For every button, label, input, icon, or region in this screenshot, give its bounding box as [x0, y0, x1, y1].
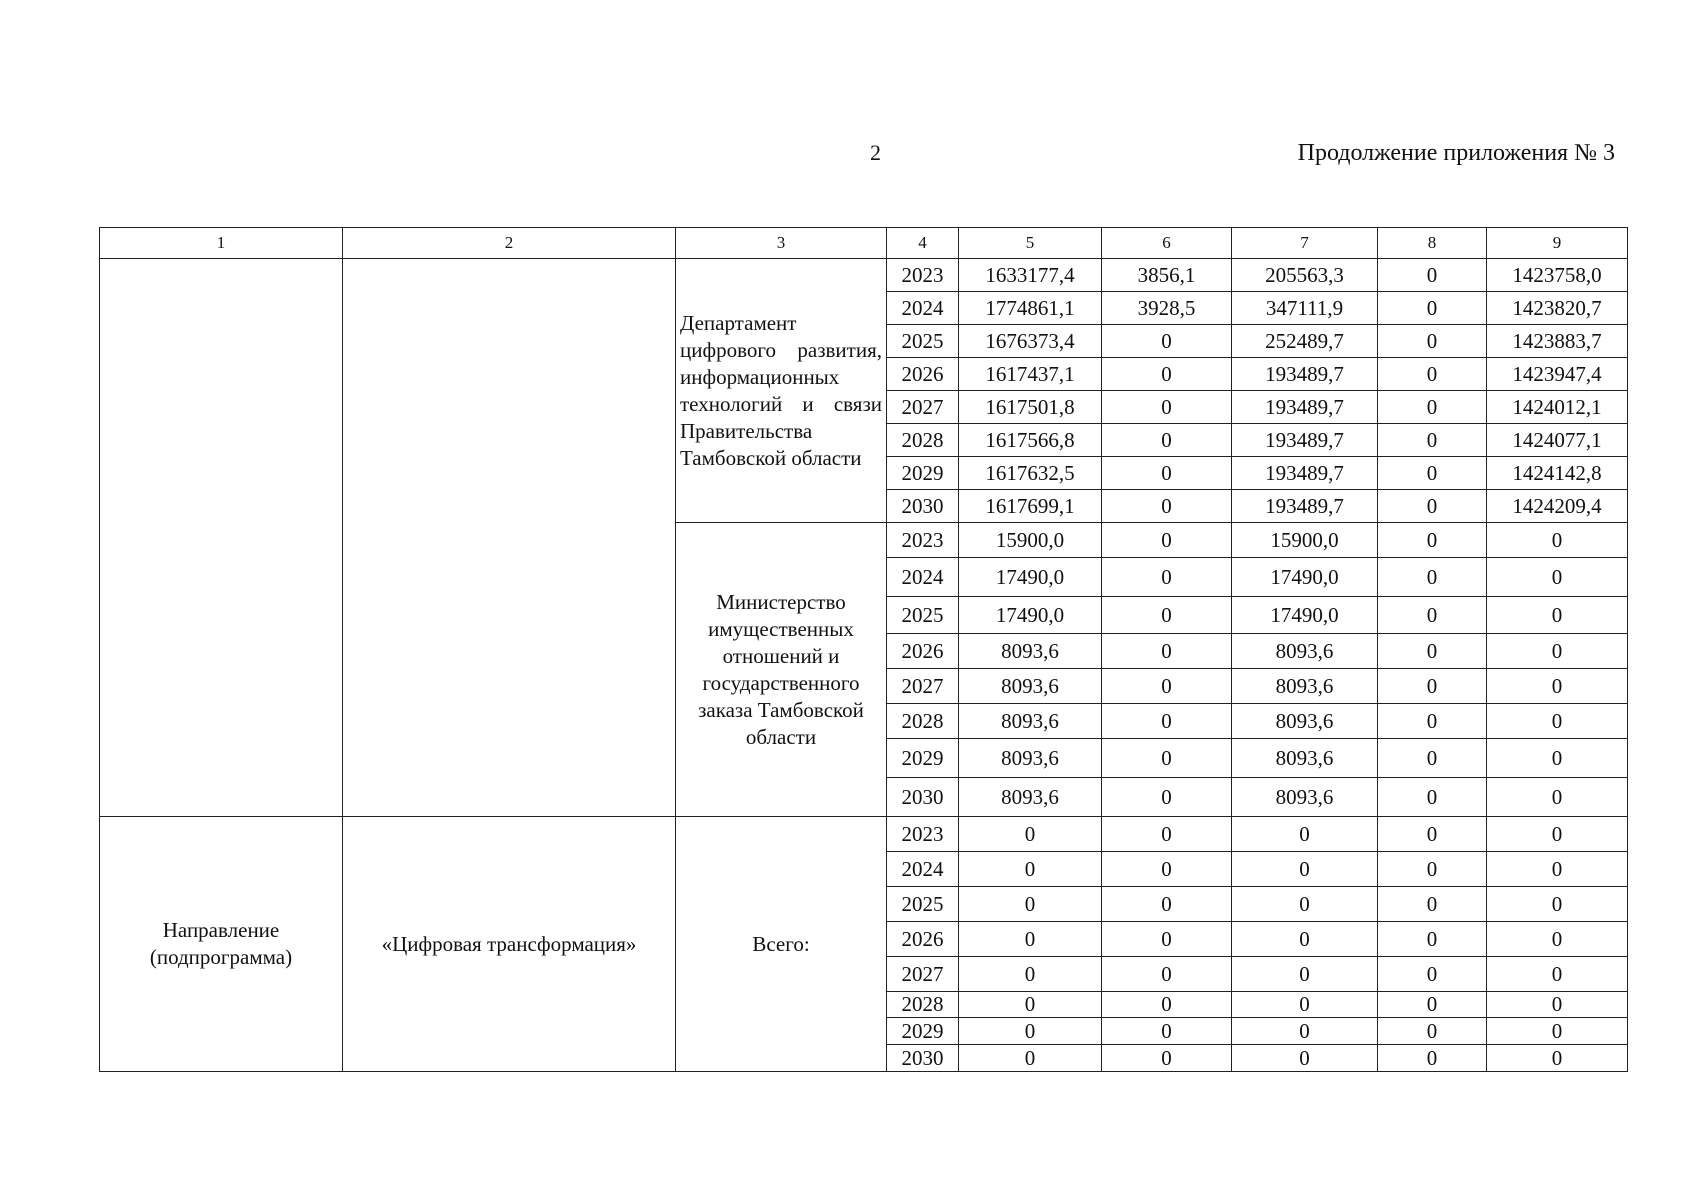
value-cell-col9: 0 — [1487, 922, 1628, 957]
value-cell-col9: 1424077,1 — [1487, 424, 1628, 457]
value-cell-col8: 0 — [1378, 1018, 1487, 1045]
value-cell-col7: 193489,7 — [1232, 457, 1378, 490]
year-cell: 2024 — [887, 292, 959, 325]
value-cell-col6: 0 — [1102, 391, 1232, 424]
value-cell-col9: 1424142,8 — [1487, 457, 1628, 490]
value-cell-col5: 1617437,1 — [959, 358, 1102, 391]
year-cell: 2025 — [887, 887, 959, 922]
value-cell-col9: 0 — [1487, 778, 1628, 817]
year-cell: 2023 — [887, 817, 959, 852]
value-cell-col7: 8093,6 — [1232, 739, 1378, 778]
value-cell-col8: 0 — [1378, 778, 1487, 817]
value-cell-col6: 0 — [1102, 669, 1232, 704]
value-cell-col6: 0 — [1102, 704, 1232, 739]
value-cell-col7: 8093,6 — [1232, 778, 1378, 817]
value-cell-col8: 0 — [1378, 490, 1487, 523]
value-cell-col9: 0 — [1487, 992, 1628, 1018]
value-cell-col7: 193489,7 — [1232, 391, 1378, 424]
value-cell-col7: 15900,0 — [1232, 523, 1378, 558]
value-cell-col9: 0 — [1487, 704, 1628, 739]
value-cell-col9: 1424209,4 — [1487, 490, 1628, 523]
value-cell-col5: 1617566,8 — [959, 424, 1102, 457]
year-cell: 2029 — [887, 457, 959, 490]
value-cell-col9: 1423758,0 — [1487, 259, 1628, 292]
year-cell: 2029 — [887, 1018, 959, 1045]
year-cell: 2027 — [887, 669, 959, 704]
year-cell: 2030 — [887, 490, 959, 523]
subprogram-name: «Цифровая трансформация» — [343, 817, 676, 1072]
value-cell-col7: 8093,6 — [1232, 704, 1378, 739]
value-cell-col8: 0 — [1378, 558, 1487, 597]
value-cell-col8: 0 — [1378, 704, 1487, 739]
value-cell-col9: 0 — [1487, 597, 1628, 634]
value-cell-col6: 0 — [1102, 778, 1232, 817]
value-cell-col6: 0 — [1102, 922, 1232, 957]
value-cell-col8: 0 — [1378, 922, 1487, 957]
page-number: 2 — [870, 140, 881, 165]
value-cell-col6: 0 — [1102, 887, 1232, 922]
executor-name: Департамент цифрового развития, информационных технологий и связи Правительства Тамбовской области — [676, 259, 887, 523]
value-cell-col9: 0 — [1487, 558, 1628, 597]
value-cell-col8: 0 — [1378, 887, 1487, 922]
value-cell-col8: 0 — [1378, 292, 1487, 325]
year-cell: 2024 — [887, 558, 959, 597]
value-cell-col6: 0 — [1102, 852, 1232, 887]
value-cell-col5: 15900,0 — [959, 523, 1102, 558]
value-cell-col5: 8093,6 — [959, 669, 1102, 704]
value-cell-col6: 3928,5 — [1102, 292, 1232, 325]
value-cell-col9: 0 — [1487, 817, 1628, 852]
year-cell: 2027 — [887, 391, 959, 424]
year-cell: 2028 — [887, 424, 959, 457]
value-cell-col5: 1617699,1 — [959, 490, 1102, 523]
value-cell-col5: 0 — [959, 1045, 1102, 1072]
header-col-4: 4 — [887, 228, 959, 259]
value-cell-col9: 0 — [1487, 1018, 1628, 1045]
value-cell-col8: 0 — [1378, 424, 1487, 457]
value-cell-col7: 205563,3 — [1232, 259, 1378, 292]
value-cell-col6: 0 — [1102, 424, 1232, 457]
value-cell-col6: 0 — [1102, 558, 1232, 597]
value-cell-col9: 0 — [1487, 1045, 1628, 1072]
value-cell-col5: 0 — [959, 817, 1102, 852]
value-cell-col9: 0 — [1487, 887, 1628, 922]
table-row — [100, 817, 1628, 852]
value-cell-col6: 0 — [1102, 597, 1232, 634]
value-cell-col5: 17490,0 — [959, 558, 1102, 597]
year-cell: 2026 — [887, 922, 959, 957]
direction-label: Направление (подпрограмма) — [100, 817, 343, 1072]
row-label-col2 — [343, 259, 676, 817]
value-cell-col6: 0 — [1102, 817, 1232, 852]
header-col-1: 1 — [100, 228, 343, 259]
value-cell-col8: 0 — [1378, 358, 1487, 391]
value-cell-col9: 0 — [1487, 852, 1628, 887]
year-cell: 2030 — [887, 1045, 959, 1072]
table-row — [100, 259, 1628, 292]
value-cell-col6: 0 — [1102, 1045, 1232, 1072]
year-cell: 2028 — [887, 992, 959, 1018]
value-cell-col6: 0 — [1102, 957, 1232, 992]
value-cell-col5: 8093,6 — [959, 739, 1102, 778]
value-cell-col7: 0 — [1232, 1018, 1378, 1045]
value-cell-col9: 0 — [1487, 523, 1628, 558]
value-cell-col5: 17490,0 — [959, 597, 1102, 634]
value-cell-col7: 8093,6 — [1232, 669, 1378, 704]
value-cell-col7: 193489,7 — [1232, 358, 1378, 391]
row-label-col1 — [100, 259, 343, 817]
value-cell-col8: 0 — [1378, 739, 1487, 778]
value-cell-col5: 0 — [959, 992, 1102, 1018]
value-cell-col6: 0 — [1102, 490, 1232, 523]
value-cell-col8: 0 — [1378, 669, 1487, 704]
appendix-continuation-title: Продолжение приложения № 3 — [1297, 140, 1615, 166]
year-cell: 2023 — [887, 523, 959, 558]
value-cell-col9: 1423947,4 — [1487, 358, 1628, 391]
value-cell-col6: 0 — [1102, 992, 1232, 1018]
value-cell-col5: 1633177,4 — [959, 259, 1102, 292]
value-cell-col5: 8093,6 — [959, 778, 1102, 817]
year-cell: 2023 — [887, 259, 959, 292]
value-cell-col9: 0 — [1487, 669, 1628, 704]
header-col-7: 7 — [1232, 228, 1378, 259]
value-cell-col9: 0 — [1487, 739, 1628, 778]
value-cell-col5: 8093,6 — [959, 634, 1102, 669]
value-cell-col6: 0 — [1102, 325, 1232, 358]
table-body — [100, 259, 1628, 1072]
value-cell-col6: 0 — [1102, 358, 1232, 391]
value-cell-col8: 0 — [1378, 325, 1487, 358]
budget-table — [99, 227, 1628, 1072]
table-header-row — [100, 228, 1628, 259]
header-col-8: 8 — [1378, 228, 1487, 259]
value-cell-col7: 17490,0 — [1232, 558, 1378, 597]
value-cell-col7: 0 — [1232, 852, 1378, 887]
value-cell-col5: 0 — [959, 852, 1102, 887]
value-cell-col5: 1774861,1 — [959, 292, 1102, 325]
value-cell-col7: 0 — [1232, 887, 1378, 922]
header-col-5: 5 — [959, 228, 1102, 259]
header-col-3: 3 — [676, 228, 887, 259]
value-cell-col6: 0 — [1102, 1018, 1232, 1045]
value-cell-col6: 0 — [1102, 634, 1232, 669]
value-cell-col7: 0 — [1232, 957, 1378, 992]
value-cell-col7: 193489,7 — [1232, 490, 1378, 523]
value-cell-col6: 0 — [1102, 739, 1232, 778]
value-cell-col5: 1676373,4 — [959, 325, 1102, 358]
value-cell-col8: 0 — [1378, 391, 1487, 424]
value-cell-col9: 0 — [1487, 634, 1628, 669]
value-cell-col7: 347111,9 — [1232, 292, 1378, 325]
value-cell-col7: 252489,7 — [1232, 325, 1378, 358]
value-cell-col6: 0 — [1102, 457, 1232, 490]
executor-name: Министерство имущественных отношений и государственного заказа Тамбовской области — [676, 523, 887, 817]
value-cell-col7: 0 — [1232, 1045, 1378, 1072]
value-cell-col5: 0 — [959, 1018, 1102, 1045]
value-cell-col8: 0 — [1378, 992, 1487, 1018]
value-cell-col5: 1617632,5 — [959, 457, 1102, 490]
value-cell-col8: 0 — [1378, 957, 1487, 992]
value-cell-col7: 193489,7 — [1232, 424, 1378, 457]
value-cell-col8: 0 — [1378, 1045, 1487, 1072]
value-cell-col8: 0 — [1378, 259, 1487, 292]
year-cell: 2029 — [887, 739, 959, 778]
header-col-6: 6 — [1102, 228, 1232, 259]
value-cell-col8: 0 — [1378, 852, 1487, 887]
value-cell-col8: 0 — [1378, 457, 1487, 490]
value-cell-col6: 0 — [1102, 523, 1232, 558]
value-cell-col9: 0 — [1487, 957, 1628, 992]
value-cell-col9: 1423820,7 — [1487, 292, 1628, 325]
value-cell-col8: 0 — [1378, 523, 1487, 558]
value-cell-col8: 0 — [1378, 597, 1487, 634]
header-col-2: 2 — [343, 228, 676, 259]
year-cell: 2026 — [887, 358, 959, 391]
value-cell-col8: 0 — [1378, 634, 1487, 669]
year-cell: 2025 — [887, 325, 959, 358]
value-cell-col5: 0 — [959, 957, 1102, 992]
value-cell-col5: 0 — [959, 922, 1102, 957]
year-cell: 2026 — [887, 634, 959, 669]
value-cell-col5: 1617501,8 — [959, 391, 1102, 424]
year-cell: 2027 — [887, 957, 959, 992]
value-cell-col7: 17490,0 — [1232, 597, 1378, 634]
value-cell-col5: 0 — [959, 887, 1102, 922]
value-cell-col7: 0 — [1232, 817, 1378, 852]
value-cell-col9: 1423883,7 — [1487, 325, 1628, 358]
header-col-9: 9 — [1487, 228, 1628, 259]
executor-name: Всего: — [676, 817, 887, 1072]
value-cell-col6: 3856,1 — [1102, 259, 1232, 292]
value-cell-col9: 1424012,1 — [1487, 391, 1628, 424]
value-cell-col8: 0 — [1378, 817, 1487, 852]
year-cell: 2028 — [887, 704, 959, 739]
value-cell-col7: 0 — [1232, 922, 1378, 957]
value-cell-col7: 0 — [1232, 992, 1378, 1018]
value-cell-col7: 8093,6 — [1232, 634, 1378, 669]
year-cell: 2025 — [887, 597, 959, 634]
year-cell: 2024 — [887, 852, 959, 887]
value-cell-col5: 8093,6 — [959, 704, 1102, 739]
year-cell: 2030 — [887, 778, 959, 817]
